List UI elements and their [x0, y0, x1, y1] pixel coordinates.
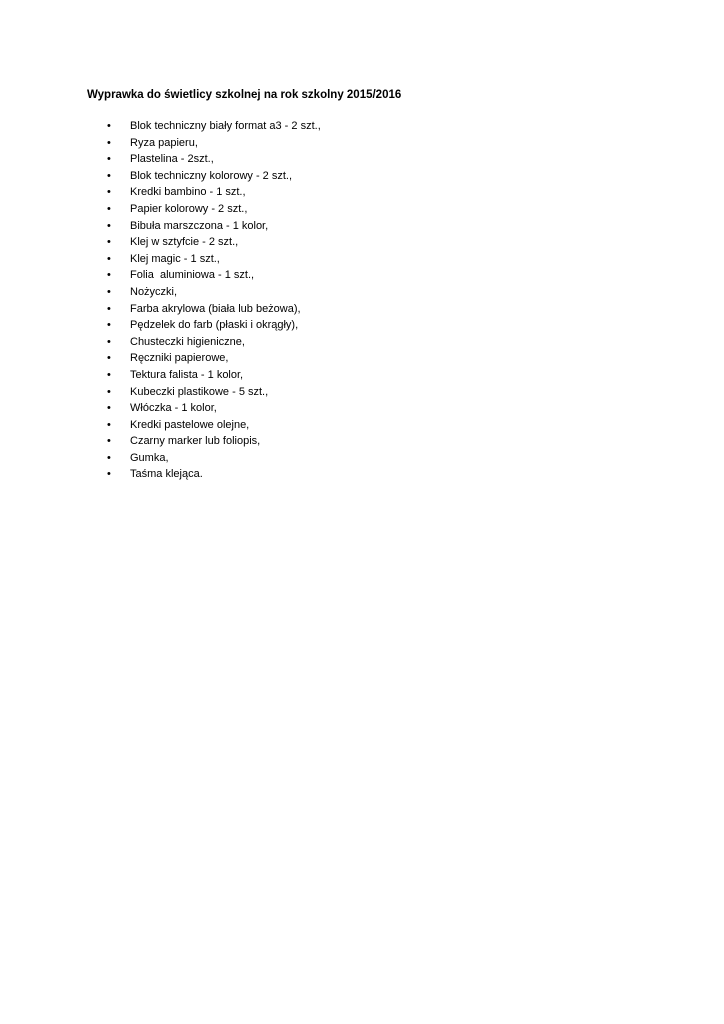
bullet-icon: • [107, 435, 111, 448]
list-item-text: Tektura falista - 1 kolor, [130, 368, 244, 381]
list-item-text: Blok techniczny kolorowy - 2 szt., [130, 169, 293, 182]
list-item-text: Folia aluminiowa - 1 szt., [130, 269, 255, 282]
bullet-icon: • [107, 368, 111, 381]
bullet-icon: • [107, 202, 111, 215]
list-item-text: Bibuła marszczona - 1 kolor, [130, 219, 269, 232]
bullet-icon: • [107, 319, 111, 332]
bullet-icon: • [107, 335, 111, 348]
list-item-text: Ryza papieru, [130, 136, 198, 149]
list-item-text: Gumka, [130, 451, 169, 464]
bullet-icon: • [107, 451, 111, 464]
list-item-text: Chusteczki higieniczne, [130, 335, 245, 348]
bullet-icon: • [107, 236, 111, 249]
list-item-text: Pędzelek do farb (płaski i okrągły), [130, 319, 299, 332]
bullet-icon: • [107, 252, 111, 265]
bullet-icon: • [107, 120, 111, 132]
bullet-icon: • [107, 219, 111, 232]
bullet-icon: • [107, 153, 111, 166]
list-item-text: Kredki bambino - 1 szt., [130, 186, 246, 199]
bullet-icon: • [107, 186, 111, 199]
list-item-text: Plastelina - 2szt., [130, 153, 214, 166]
bullet-icon: • [107, 269, 111, 282]
bullet-icon: • [107, 352, 111, 365]
bullet-icon: • [107, 468, 111, 481]
bullet-icon: • [107, 385, 111, 398]
document-title: Wyprawka do świetlicy szkolnej na rok szkolny 2015/2016 [87, 89, 402, 101]
list-item-text: Ręczniki papierowe, [130, 352, 229, 365]
list-item-text: Włóczka - 1 kolor, [130, 402, 217, 415]
list-item-text: Farba akrylowa (biała lub beżowa), [130, 302, 301, 315]
list-item-text: Klej magic - 1 szt., [130, 252, 220, 265]
list-item-text: Czarny marker lub foliopis, [130, 435, 261, 448]
list-item-text: Blok techniczny biały format a3 - 2 szt., [130, 120, 321, 132]
bullet-icon: • [107, 302, 111, 315]
list-item-text: Kubeczki plastikowe - 5 szt., [130, 385, 269, 398]
list-item-text: Klej w sztyfcie - 2 szt., [130, 236, 239, 249]
list-item-text: Papier kolorowy - 2 szt., [130, 202, 248, 215]
list-item-text: Kredki pastelowe olejne, [130, 418, 250, 431]
list-item-text: Taśma klejąca. [130, 468, 203, 481]
bullet-icon: • [107, 169, 111, 182]
bullet-icon: • [107, 136, 111, 149]
bullet-icon: • [107, 285, 111, 298]
bullet-icon: • [107, 418, 111, 431]
list-item-text: Nożyczki, [130, 285, 178, 298]
bullet-icon: • [107, 402, 111, 415]
